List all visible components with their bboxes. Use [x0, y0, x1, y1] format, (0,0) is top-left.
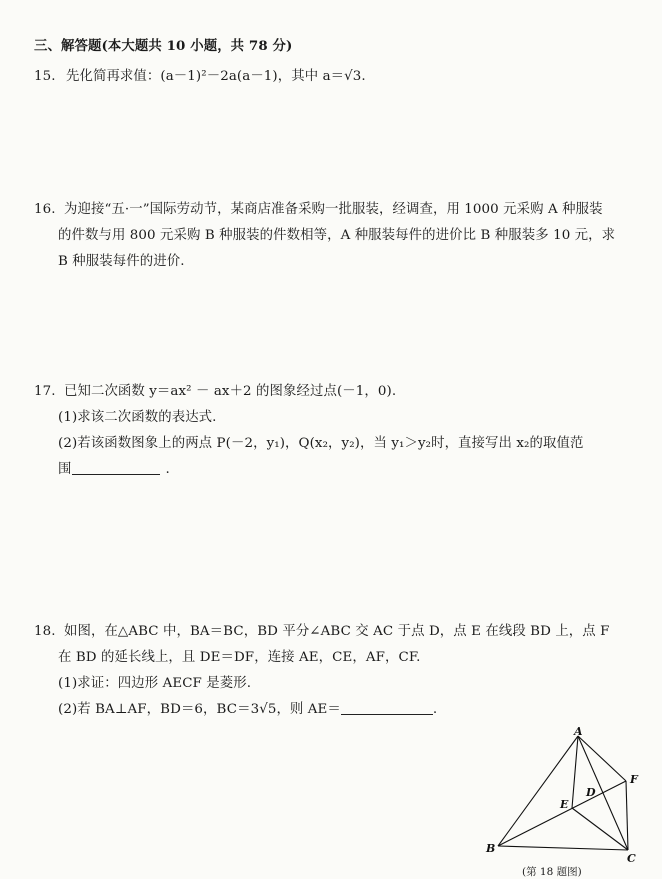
question-17-part-2-cont	[58, 458, 170, 477]
figure-caption: (第 18 题图)	[522, 866, 582, 878]
question-16-line-2: 的件数与用 800 元采购 B 种服装的件数相等，A 种服装每件的进价比 B 种服装多 10 元，求	[58, 228, 616, 243]
point-label-c: C	[627, 852, 636, 865]
answer-blank[interactable]	[341, 700, 433, 715]
question-18-part-1: (1)求证：四边形 AECF 是菱形.	[58, 676, 252, 691]
question-number: 17.	[34, 384, 56, 399]
question-16-line-3: B 种服装每件的进价.	[58, 254, 185, 269]
question-17-part-2: (2)若该函数图象上的两点 P(－2，y₁)，Q(x₂，y₂)，当 y₁＞y₂时，直接写出 x₂的取值范	[58, 436, 584, 451]
point-label-a: A	[574, 726, 583, 738]
question-text: 如图，在△ABC 中，BA＝BC，BD 平分∠ABC 交 AC 于点 D，点 E 在线段 BD 上，点 F	[63, 624, 610, 639]
question-17-part-1: (1)求该二次函数的表达式.	[58, 410, 217, 425]
question-16	[34, 198, 603, 217]
question-text: 先化简再求值：(a－1)²－2a(a－1)，其中 a＝√3.	[65, 69, 366, 84]
period: .	[165, 462, 170, 477]
triangle-figure	[484, 726, 644, 866]
question-number: 15.	[34, 69, 56, 84]
question-number: 18.	[34, 624, 56, 639]
point-label-e: E	[560, 798, 569, 811]
question-18-line-2: 在 BD 的延长线上，且 DE＝DF，连接 AE，CE，AF，CF.	[58, 650, 421, 665]
point-label-f: F	[630, 773, 638, 786]
question-text: 为迎接“五·一”国际劳动节，某商店准备采购一批服装，经调查，用 1000 元采购 A 种服装	[63, 202, 603, 217]
question-18-part-2	[58, 698, 437, 717]
point-label-d: D	[586, 786, 596, 799]
question-text: 围	[58, 462, 72, 477]
answer-blank[interactable]	[72, 460, 160, 475]
question-text: 已知二次函数 y＝ax² － ax＋2 的图象经过点(－1，0).	[63, 384, 397, 399]
question-number: 16.	[34, 202, 56, 217]
question-17	[34, 380, 396, 399]
point-label-b: B	[486, 842, 496, 855]
section-header: 三、解答题(本大题共 10 小题，共 78 分)	[34, 38, 293, 54]
question-text: (2)若 BA⊥AF，BD＝6，BC＝3√5，则 AE＝	[58, 702, 341, 717]
question-18	[34, 620, 610, 639]
question-15	[34, 65, 366, 84]
period: .	[432, 702, 438, 717]
